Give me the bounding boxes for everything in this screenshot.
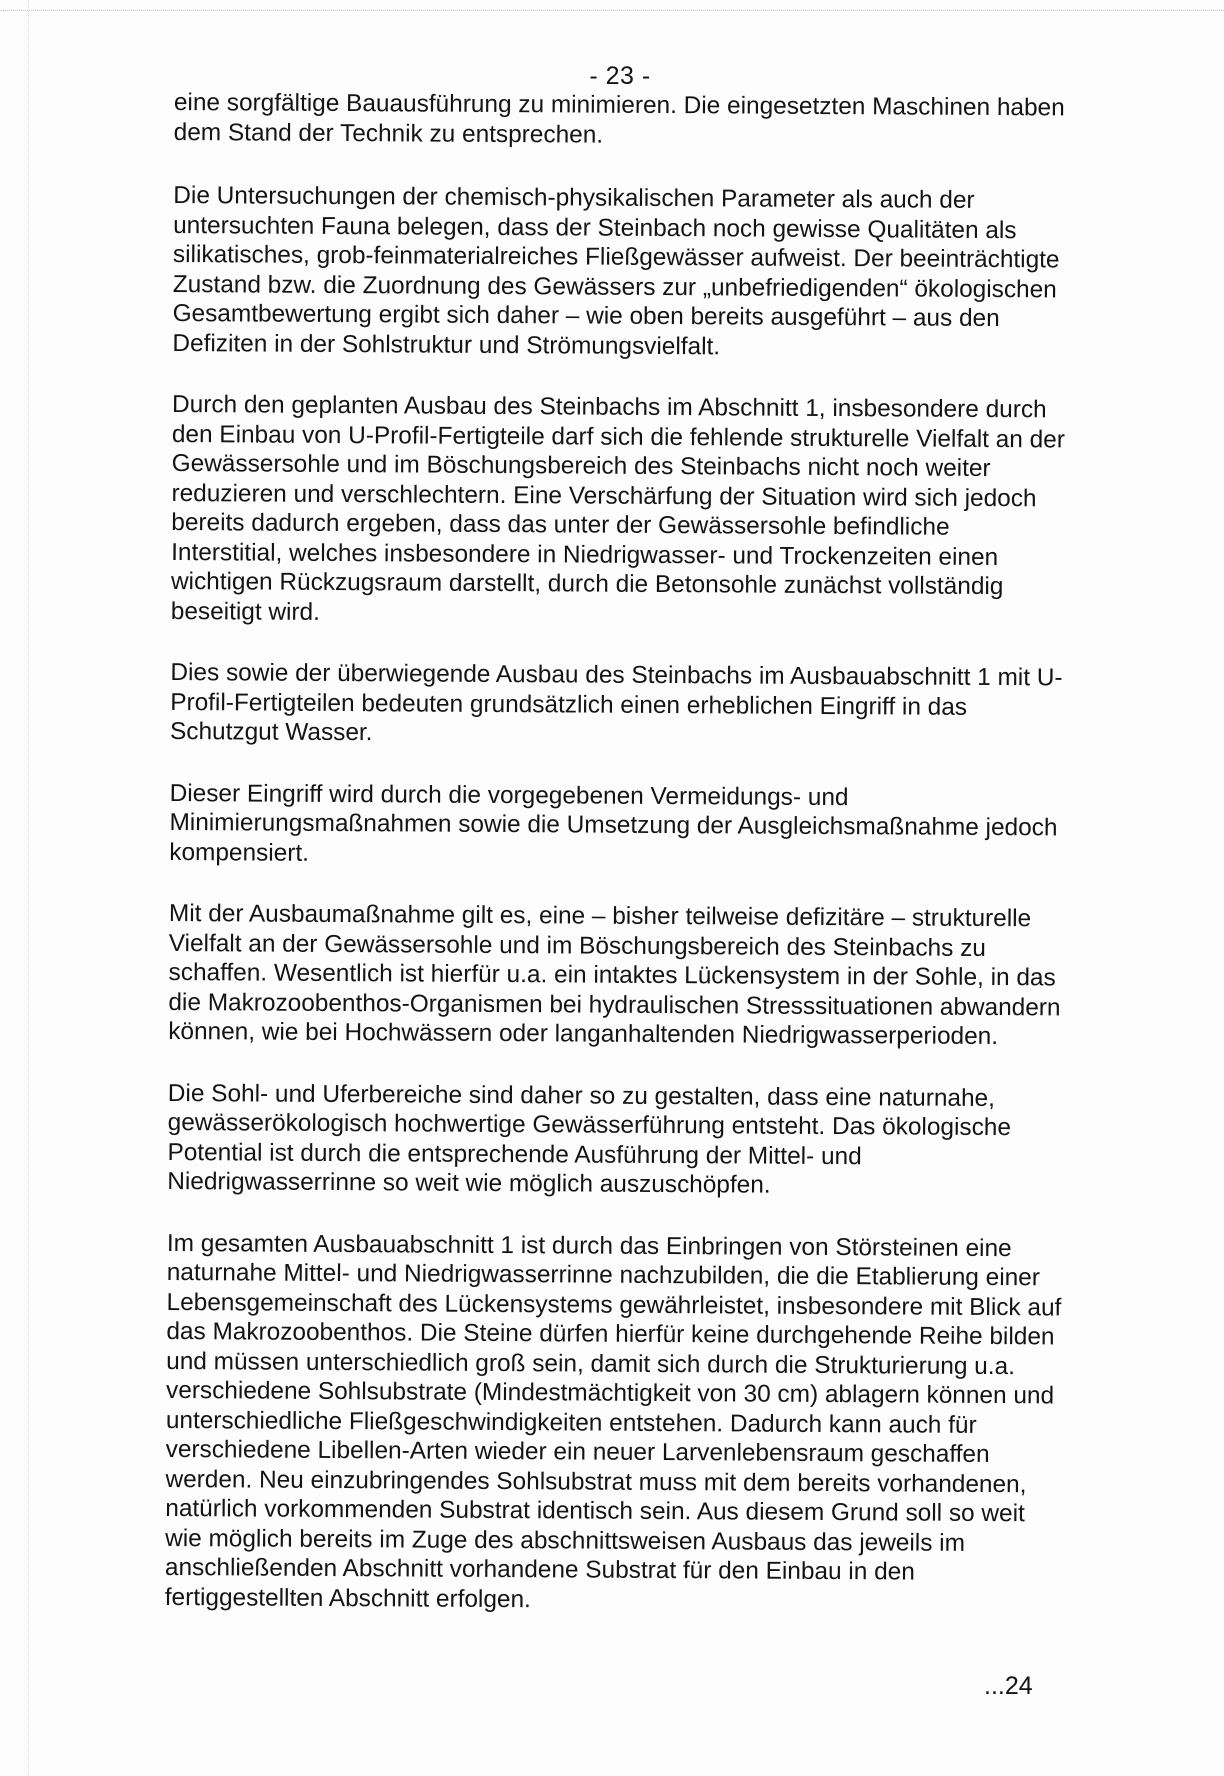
paragraph-6: Mit der Ausbaumaßnahme gilt es, eine – bisher teilweise defizitäre – strukturelle Vielfalt an der Gewässersohle und im Böschungsbereich des Steinbachs zu schaffen. Wesentlich ist hierfür u.a. ein intaktes Lückensystem in der Sohle, in das die Makrozoobenthos-Organismen bei hydraulischen Stresssituationen abwandern können, wie bei Hochwässern oder langanhaltenden Niedrigwasserperioden. — [168, 899, 1061, 1051]
continuation-marker: ...24 — [984, 1672, 1033, 1700]
page-number: - 23 - — [589, 62, 651, 90]
scan-edge-left — [28, 0, 29, 1776]
scan-edge-top — [0, 10, 1224, 11]
paragraph-8: Im gesamten Ausbauabschnitt 1 ist durch das Einbringen von Störsteinen eine naturnahe Mittel- und Niedrigwasserrinne nachzubilden, die die Etablierung einer Lebensgemeinschaft des Lückensystems gewährleistet, insbesondere mit Blick auf das Makrozoobenthos. Die Steine dürfen hierfür keine durchgehende Reihe bilden und müssen unterschiedlich groß sein, damit sich durch die Strukturierung u.a. verschiedene Sohlsubstrate (Mindestmächtigkeit von 30 cm) ablagern können und unterschiedliche Fließgeschwindigkeiten entstehen. Dadurch kann auch für verschiedene Libellen-Arten wieder ein neuer Larvenlebensraum geschaffen werden. Neu einzubringendes Sohlsubstrat muss mit dem bereits vorhandenen, natürlich vorkommenden Substrat identisch sein. Aus diesem Grund soll so weit wie möglich bereits im Zuge des abschnittsweisen Ausbaus das jeweils im anschließenden Abschnitt vorhandene Substrat für den Einbau in den fertiggestellten Abschnitt erfolgen. — [164, 1229, 1062, 1613]
paragraph-7: Die Sohl- und Uferbereiche sind daher so zu gestalten, dass eine naturnahe, gewässerökologisch hochwertige Gewässerführung entsteht. Das ökologische Potential ist durch die entsprechende Ausführung der Mittel- und Niedrigwasserrinne so weit wie möglich auszuschöpfen. — [167, 1079, 1012, 1199]
paragraph-4: Dies sowie der überwiegende Ausbau des Steinbachs im Ausbauabschnitt 1 mit U-Profil-Fertigteilen bedeuten grundsätzlich einen erheblichen Eingriff in das Schutzgut Wasser. — [169, 658, 1063, 747]
paragraph-5: Dieser Eingriff wird durch die vorgegebenen Vermeidungs- und Minimierungsmaßnahmen sowie die Umsetzung der Ausgleichsmaßnahme jedoch kompensiert. — [169, 779, 1058, 867]
body-text — [164, 88, 1069, 1649]
paragraph-3: Durch den geplanten Ausbau des Steinbachs im Abschnitt 1, insbesondere durch den Einbau von U-Profil-Fertigteile darf sich die fehlende strukturelle Vielfalt an der Gewässersohle und im Böschungsbereich des Steinbachs nicht noch weiter reduzieren und verschlechtern. Eine Verschärfung der Situation wird sich jedoch bereits dadurch ergeben, dass das unter der Gewässersohle befindliche Interstitial, welches insbesondere in Niedrigwasser- und Trockenzeiten einen wichtigen Rückzugsraum darstellt, durch die Betonsohle zunächst vollständig beseitigt wird. — [170, 390, 1065, 626]
paragraph-2: Die Untersuchungen der chemisch-physikalischen Parameter als auch der untersuchten Fauna belegen, dass der Steinbach noch gewisse Qualitäten als silikatisches, grob-feinmaterialreiches Fließgewässer aufweist. Der beeinträchtigte Zustand bzw. die Zuordnung des Gewässers zur „unbefriedigenden“ ökologischen Gesamtbewertung ergibt sich daher – wie oben bereits ausgeführt – aus den Defiziten in der Sohlstruktur und Strömungsvielfalt. — [172, 181, 1060, 360]
paragraph-1: eine sorgfältige Bauausführung zu minimieren. Die eingesetzten Maschinen haben dem Stand der Technik zu entsprechen. — [173, 88, 1065, 149]
